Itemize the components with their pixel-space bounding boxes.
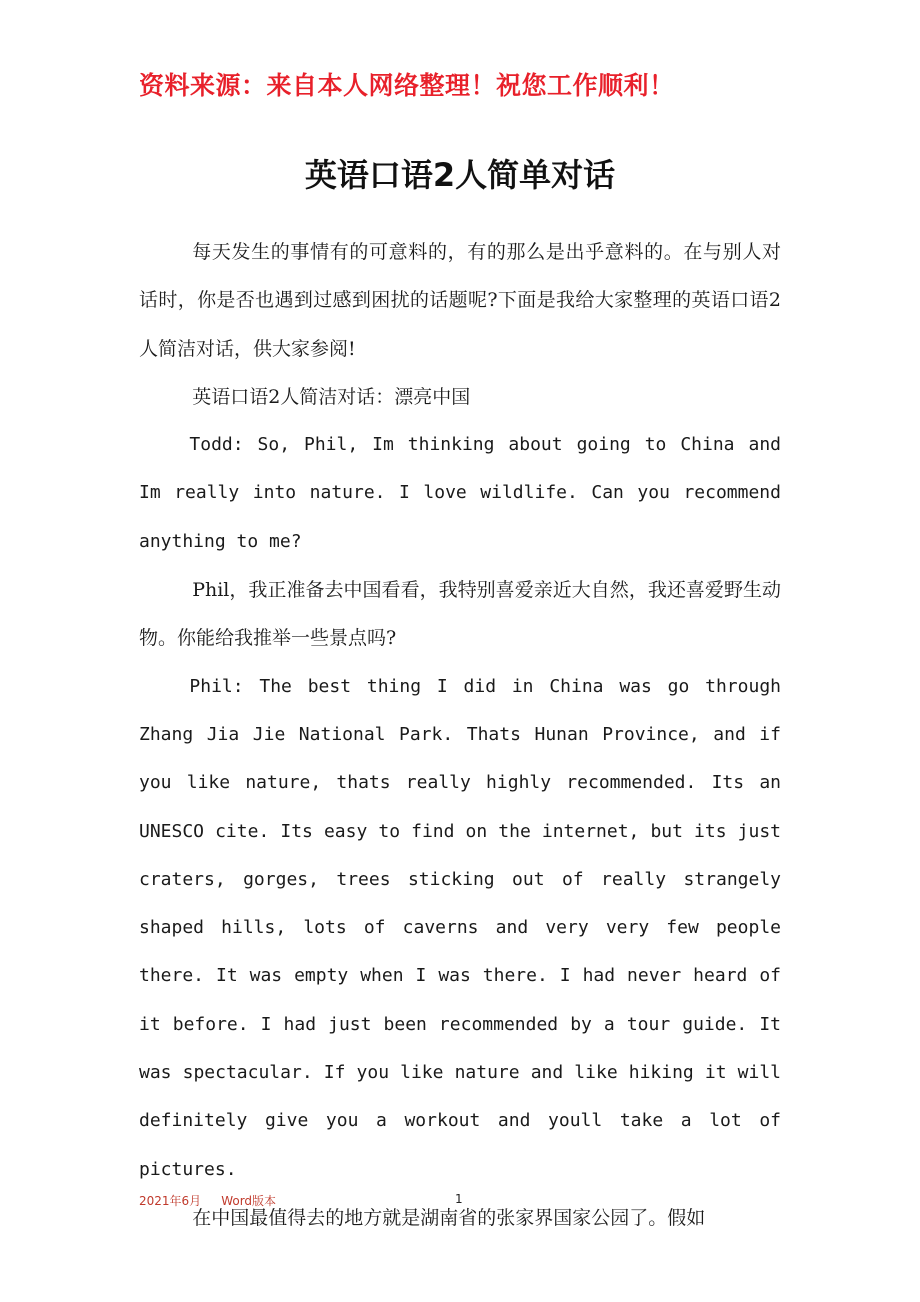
- dialogue-todd: Todd: So, Phil, Im thinking about going to China and Im really into nature. I love wildlife. Can you recommend anything to me?: [139, 434, 781, 552]
- footer-date: 2021年6月: [139, 1194, 202, 1208]
- intro-paragraph: 每天发生的事情有的可意料的，有的那么是出乎意料的。在与别人对话时，你是否也遇到过感到困扰的话题呢?下面是我给大家整理的英语口语2人简洁对话，供大家参阅!: [139, 241, 781, 360]
- translation-todd: Phil，我正准备去中国看看，我特别喜爱亲近大自然，我还喜爱野生动物。你能给我推举一些景点吗?: [139, 579, 781, 650]
- source-notice: 资料来源：来自本人网络整理！祝您工作顺利！: [139, 71, 675, 100]
- translation-phil: 在中国最值得去的地方就是湖南省的张家界国家公园了。假如: [192, 1206, 706, 1229]
- dialogue-phil: Phil: The best thing I did in China was go through Zhang Jia Jie National Park. Thats Hunan Province, and if you like nature, thats really highly recommended. Its an UNESCO cite. Its easy to find on the internet, but its just craters, gorges, trees sticking out of really strangely shaped hills, lots of caverns and very very few people there. It was empty when I was there. I had never heard of it before. I had just been recommended by a tour guide. It was spectacular. If you like nature and like hiking it will definitely give you a workout and youll take a lot of pictures.: [139, 675, 781, 1180]
- document-body: [139, 228, 781, 1242]
- document-title: 英语口语2人简单对话: [304, 156, 616, 194]
- page-number: 1: [455, 1192, 463, 1206]
- footer-meta: [139, 1192, 276, 1209]
- footer-version: Word版本: [221, 1194, 277, 1208]
- section-heading: 英语口语2人简洁对话：漂亮中国: [192, 385, 471, 408]
